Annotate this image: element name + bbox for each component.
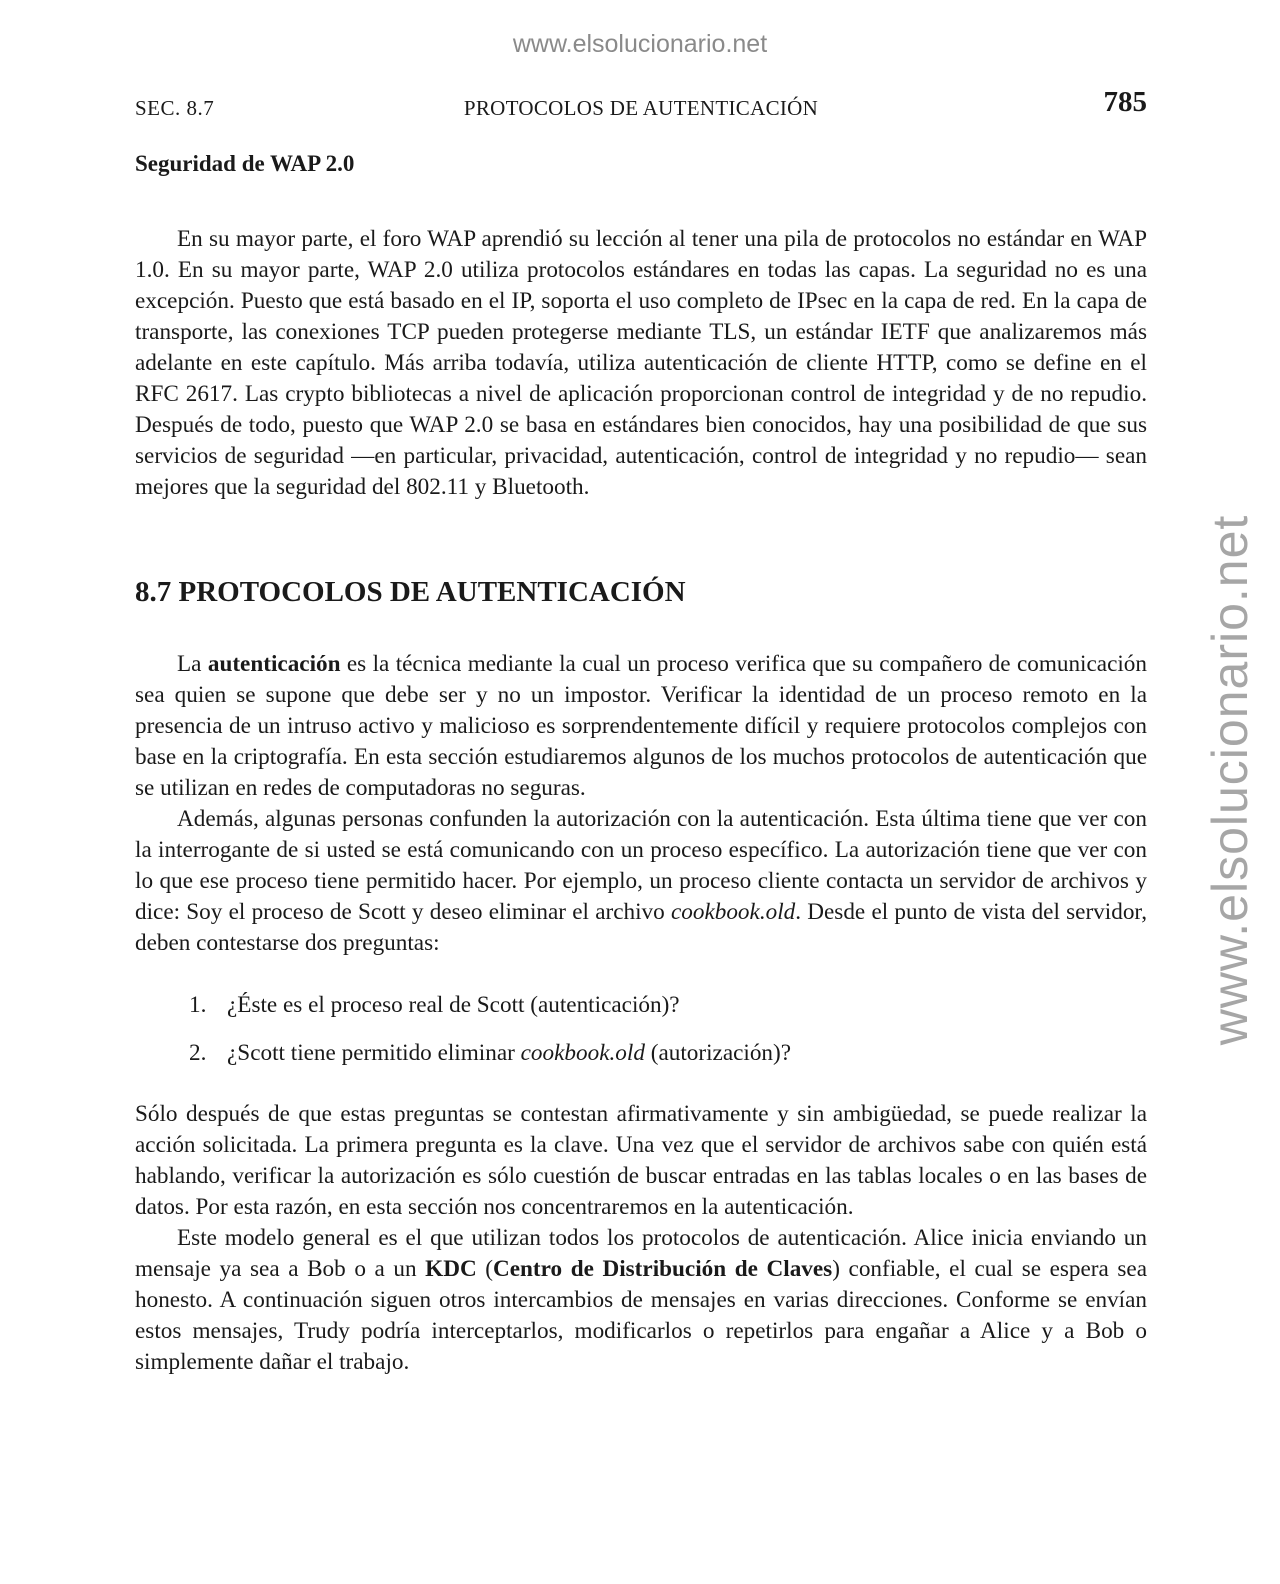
watermark-side: www.elsolucionario.net (1202, 514, 1258, 1046)
p1-lead: La (177, 651, 208, 677)
page-number: 785 (1103, 86, 1147, 118)
p4-rest: ) confiable, el cual se espera sea honesto. A continuación siguen otros intercambios de mensajes en varias direcciones. Conforme se envían estos mensajes, Trudy podría interceptarlos, modificarlos o repetirlos para engañar a Alice y a Bob o simplemente dañar el trabajo. (135, 1256, 1147, 1375)
paragraph-authorization (135, 804, 1147, 959)
wap-paragraph: En su mayor parte, el foro WAP aprendió su lección al tener una pila de protocolos no estándar en WAP 1.0. En su mayor parte, WAP 2.0 utiliza protocolos estándares en todas las capas. La seguridad no es una excepción. Puesto que está basado en el IP, soporta el uso completo de IPsec en la capa de red. En la capa de transporte, las conexiones TCP pueden protegerse mediante TLS, un estándar IETF que analizaremos más adelante en este capítulo. Más arriba todavía, utiliza autenticación de cliente HTTP, como se define en el RFC 2617. Las crypto bibliotecas a nivel de aplicación proporcionan control de integridad y de no repudio. Después de todo, puesto que WAP 2.0 se basa en estándares bien conocidos, hay una posibilidad de que sus servicios de seguridad —en particular, privacidad, autenticación, control de integridad y no repudio— sean mejores que la seguridad del 802.11 y Bluetooth. (135, 226, 1147, 500)
list-item (135, 981, 1147, 1029)
p2-italic-filename: cookbook.old (670, 899, 796, 925)
term-autenticacion: autenticación (207, 651, 341, 677)
list-item-text: ¿Éste es el proceso real de Scott (autenticación)? (227, 992, 680, 1018)
page-content (135, 146, 1147, 1378)
list-item-number: 2. (189, 1040, 207, 1066)
q2-italic-filename: cookbook.old (520, 1040, 645, 1066)
q2-pre: ¿Scott tiene permitido eliminar (227, 1040, 521, 1066)
p2-tail: . Desde el punto de vista del servidor, deben contestarse dos preguntas: (135, 899, 1147, 956)
p2-text: Además, algunas personas confunden la autorización con la autenticación. Esta última tiene que ver con la interrogante de si usted se está comunicando con un proceso específico. La autorización tiene que ver con lo que ese proceso tiene permitido hacer. Por ejemplo, un proceso cliente contacta un servidor de archivos y dice: Soy el proceso de Scott y deseo eliminar el archivo (135, 806, 1147, 925)
paragraph-authentication (135, 649, 1147, 804)
p4-open-paren: ( (476, 1256, 493, 1282)
watermark-top: www.elsolucionario.net (512, 30, 768, 58)
q2-post: (autorización)? (644, 1040, 792, 1066)
list-item (135, 1029, 1147, 1077)
p1-rest: es la técnica mediante la cual un proceso verifica que su compañero de comunicación sea quien se supone que debe ser y no un impostor. Verificar la identidad de un proceso remoto en la presencia de un intruso activo y malicioso es sorprendentemente difícil y requiere protocolos complejos con base en la criptografía. En esta sección estudiaremos algunos de los muchos protocolos de autenticación que se utilizan en redes de computadoras no seguras. (135, 651, 1147, 801)
section-heading: 8.7 PROTOCOLOS DE AUTENTICACIÓN (135, 576, 686, 608)
running-head-section: SEC. 8.7 (135, 96, 215, 120)
term-kdc: KDC (425, 1256, 477, 1282)
list-item-text (227, 1029, 791, 1077)
list-item-number: 1. (189, 992, 207, 1018)
running-head-title: PROTOCOLOS DE AUTENTICACIÓN (463, 96, 819, 120)
running-head (135, 86, 1147, 124)
questions-list (135, 981, 1147, 1077)
paragraph-general-model (135, 1223, 1147, 1378)
paragraph-after-questions: Sólo después de que estas preguntas se contestan afirmativamente y sin ambigüedad, se puede realizar la acción solicitada. La primera pregunta es la clave. Una vez que el servidor de archivos sabe con quién está hablando, verificar la autorización es sólo cuestión de buscar entradas en las tablas locales o en las bases de datos. Por esta razón, en esta sección nos concentraremos en la autenticación. (135, 1101, 1147, 1220)
term-kdc-full: Centro de Distribución de Claves (493, 1256, 833, 1282)
wap-heading: Seguridad de WAP 2.0 (135, 151, 355, 176)
p4-lead: Este modelo general es el que utilizan todos los protocolos de autenticación. Alice inicia enviando un mensaje ya sea a Bob o a un (135, 1225, 1147, 1282)
